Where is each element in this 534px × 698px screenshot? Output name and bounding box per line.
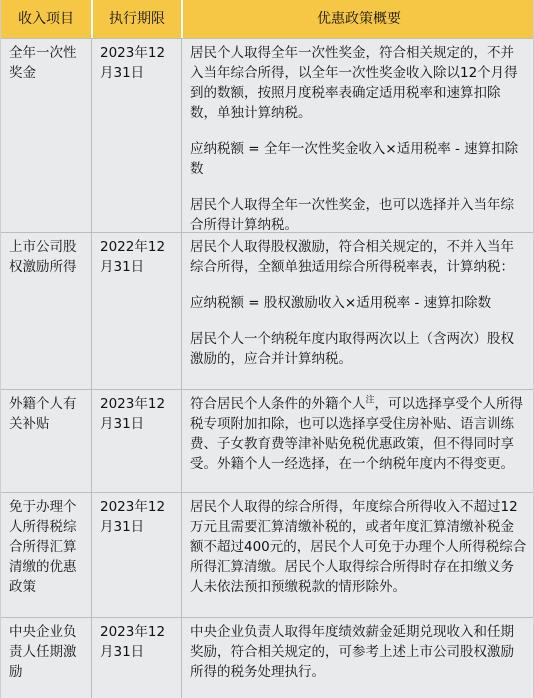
income-item-cell: 免于办理个人所得税综合所得汇算清缴的优惠政策 — [9, 499, 77, 595]
policy-paragraph: 居民个人取得股权激励，符合相关规定的，不并入当年综合所得，全额单独适用综合所得税率表，计算纳税： — [190, 239, 514, 275]
policy-formula: 应纳税额 = 股权激励收入×适用税率 - 速算扣除数 — [190, 295, 492, 311]
policy-paragraph: 居民个人取得全年一次性奖金，也可以选择并入当年综合所得计算纳税。 — [190, 197, 514, 233]
table-row-annual-settlement-exemption — [1, 492, 533, 617]
period-cell: 2023年12月31日 — [91, 390, 181, 492]
policy-paragraph: 居民个人取得全年一次性奖金，符合相关规定的，不并入当年综合所得，以全年一次性奖金收入除以12个月得到的数额，按照月度税率表确定适用税率和速算扣除数，单独计算纳税。 — [190, 45, 518, 121]
policy-paragraph: 居民个人一个纳税年度内取得两次以上（含两次）股权激励的，应合并计算纳税。 — [190, 331, 514, 367]
period-cell: 2022年12月31日 — [91, 233, 181, 389]
footnote-marker: 注 — [365, 395, 375, 406]
income-item-cell: 中央企业负责人任期激励 — [9, 624, 77, 680]
policy-text: 符合居民个人条件的外籍个人 — [190, 396, 366, 412]
table-row-soe-executive-incentive — [1, 617, 533, 698]
period-cell: 2023年12月31日 — [91, 39, 181, 235]
policy-paragraph: 居民个人取得的综合所得，年度综合所得收入不超过12万元且需要汇算清缴补税的，或者年度汇算清缴补税金额不超过400元的，居民个人可免于办理个人所得税综合所得汇算清缴。居民个人取得综合所得时存在扣缴义务人未依法预扣预缴税款的情形除外。 — [190, 499, 527, 595]
income-item-cell: 全年一次性奖金 — [9, 45, 77, 81]
policy-cell — [181, 233, 534, 389]
header-income-item: 收入项目 — [18, 11, 74, 27]
period-cell: 2023年12月31日 — [91, 493, 181, 617]
policy-formula: 应纳税额 = 全年一次性奖金收入×适用税率 - 速算扣除数 — [190, 141, 519, 177]
table-row-equity-incentive — [1, 232, 533, 389]
table-row-foreign-allowance — [1, 389, 533, 492]
income-item-cell: 外籍个人有关补贴 — [9, 396, 77, 432]
policy-paragraph: 中央企业负责人取得年度绩效薪金延期兑现收入和任期奖励，符合相关规定的，可参考上述上市公司股权激励所得的税务处理执行。 — [190, 624, 514, 680]
policy-cell — [181, 618, 534, 698]
policy-cell — [181, 39, 534, 235]
table-header-row — [1, 0, 533, 38]
header-policy-summary: 优惠政策概要 — [181, 0, 534, 38]
header-period: 执行期限 — [91, 0, 181, 38]
income-item-cell: 上市公司股权激励所得 — [9, 239, 77, 275]
period-cell: 2023年12月31日 — [91, 618, 181, 698]
policy-cell — [181, 493, 534, 617]
policy-paragraph — [190, 394, 527, 474]
table-row-annual-bonus — [1, 38, 533, 232]
policy-cell — [181, 390, 534, 492]
policy-text: ，可以选择享受个人所得税专项附加扣除，也可以选择享受住房补贴、语言训练费、子女教育费等津补贴免税优惠政策，但不得同时享受。外籍个人一经选择，在一个纳税年度内不得变更。 — [190, 396, 524, 472]
